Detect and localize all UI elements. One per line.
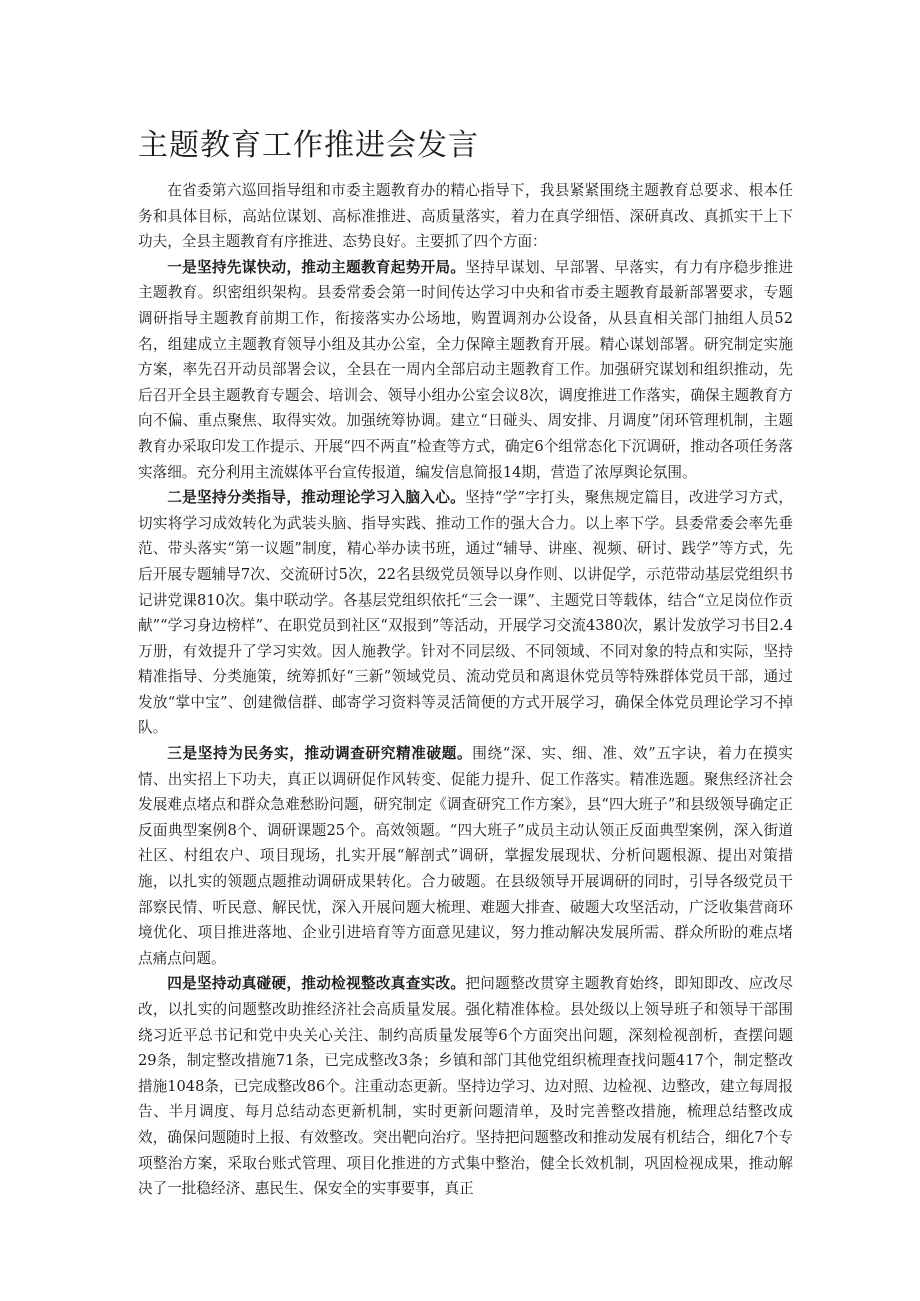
section-3-heading: 三是坚持为民务实，推动调查研究精准破题。: [167, 745, 473, 763]
section-1-paragraph: [138, 255, 793, 485]
section-4-heading: 四是坚持动真碰硬，推动检视整改真查实改。: [167, 975, 466, 993]
intro-paragraph: 在省委第六巡回指导组和市委主题教育办的精心指导下，我县紧紧围绕主题教育总要求、根本任务和具体目标，高站位谋划、高标准推进、高质量落实，着力在真学细悟、深研真改、真抓实干上下功夫，全县主题教育有序推进、态势良好。主要抓了四个方面：: [138, 182, 793, 251]
section-4-paragraph: [138, 971, 793, 1201]
section-3-paragraph: [138, 741, 793, 971]
section-2-heading: 二是坚持分类指导，推动理论学习入脑入心。: [167, 489, 466, 507]
section-3-text: 围绕“深、实、细、准、效”五字诀，着力在摸实情、出实招上下功夫，真正以调研促作风转变、促能力提升、促工作落实。精准选题。聚焦经济社会发展难点堵点和群众急难愁盼问题，研究制定《调查研究工作方案》，县“四大班子”和县级领导确定正反面典型案例8个、调研课题25个。高效领题。“四大班子”成员主动认领正反面典型案例，深入街道社区、村组农户、项目现场，扎实开展“解剖式”调研，掌握发展现状、分析问题根源、提出对策措施，以扎实的领题点题推动调研成果转化。合力破题。在县级领导开展调研的同时，引导各级党员干部察民情、听民意、解民忧，深入开展问题大梳理、难题大排查、破题大攻坚活动，广泛收集营商环境优化、项目推进落地、企业引进培育等方面意见建议，努力推动解决发展所需、群众所盼的难点堵点痛点问题。: [138, 745, 793, 967]
document-body: [138, 178, 793, 1202]
document-title: 主题教育工作推进会发言: [138, 128, 479, 163]
section-4-text: 把问题整改贯穿主题教育始终，即知即改、应改尽改，以扎实的问题整改助推经济社会高质量发展。强化精准体检。县处级以上领导班子和领导干部围绕习近平总书记和党中央关心关注、制约高质量发展等6个方面突出问题，深刻检视剖析，查摆问题29条，制定整改措施71条，已完成整改3条；乡镇和部门其他党组织梳理查找问题417个，制定整改措施1048条，已完成整改86个。注重动态更新。坚持边学习、边对照、边检视、边整改，建立每周报告、半月调度、每月总结动态更新机制，实时更新问题清单，及时完善整改措施，梳理总结整改成效，确保问题随时上报、有效整改。突出靶向治疗。坚持把问题整改和推动发展有机结合，细化7个专项整治方案，采取台账式管理、项目化推进的方式集中整治，健全长效机制，巩固检视成果，推动解决了一批稳经济、惠民生、保安全的实事要事，真正: [138, 975, 793, 1198]
section-2-text: 坚持“学”字打头，聚焦规定篇目，改进学习方式，切实将学习成效转化为武装头脑、指导实践、推动工作的强大合力。以上率下学。县委常委会率先垂范、带头落实“第一议题”制度，精心举办读书班，通过“辅导、讲座、视频、研讨、践学”等方式，先后开展专题辅导7次、交流研讨5次，22名县级党员领导以身作则、以讲促学，示范带动基层党组织书记讲党课810次。集中联动学。各基层党组织依托“三会一课”、主题党日等载体，结合“立足岗位作贡献”“学习身边榜样”、在职党员到社区“双报到”等活动，开展学习交流4380次，累计发放学习书目2.4万册，有效提升了学习实效。因人施教学。针对不同层级、不同领域、不同对象的特点和实际，坚持精准指导、分类施策，统筹抓好“三新”领域党员、流动党员和离退休党员等特殊群体党员干部，通过发放“掌中宝”、创建微信群、邮寄学习资料等灵活简便的方式开展学习，确保全体党员理论学习不掉队。: [138, 489, 793, 737]
section-1-text: 坚持早谋划、早部署、早落实，有力有序稳步推进主题教育。织密组织架构。县委常委会第一时间传达学习中央和省市委主题教育最新部署要求，专题调研指导主题教育前期工作，衔接落实办公场地，购置调剂办公设备，从县直相关部门抽组人员52名，组建成立主题教育领导小组及其办公室，全力保障主题教育开展。精心谋划部署。研究制定实施方案，率先召开动员部署会议，全县在一周内全部启动主题教育工作。加强研究谋划和组织推动，先后召开全县主题教育专题会、培训会、领导小组办公室会议8次，调度推进工作落实，确保主题教育方向不偏、重点聚焦、取得实效。加强统筹协调。建立“日碰头、周安排、月调度”闭环管理机制，主题教育办采取印发工作提示、开展“四不两直”检查等方式，确定6个组常态化下沉调研，推动各项任务落实落细。充分利用主流媒体平台宣传报道，编发信息简报14期，营造了浓厚舆论氛围。: [138, 258, 793, 481]
section-2-paragraph: [138, 485, 793, 741]
section-1-heading: 一是坚持先谋快动，推动主题教育起势开局。: [167, 258, 466, 276]
